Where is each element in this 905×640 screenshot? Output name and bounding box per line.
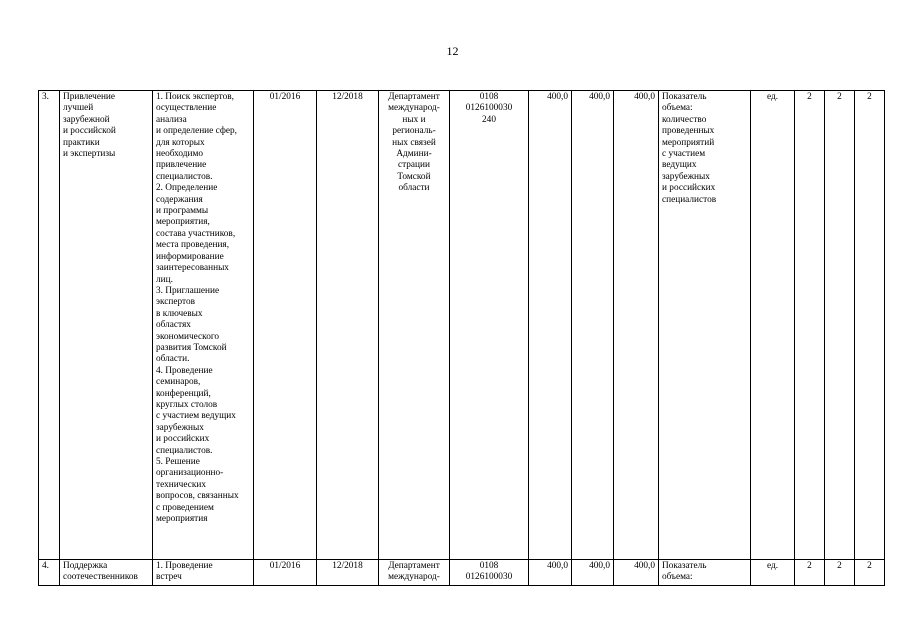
executor: Департамент международ- (379, 560, 450, 586)
page-number: 12 (446, 44, 459, 58)
budget-code: 0108 0126100030 240 (450, 91, 529, 560)
row-number: 4. (39, 560, 60, 586)
funding-value-3: 400,0 (614, 560, 659, 586)
funding-value-1: 400,0 (529, 91, 572, 560)
unit: ед. (751, 91, 795, 560)
measure-activities: 1. Поиск экспертов, осуществление анализа и определение сфер, для которых необходимо привлечение специалистов. 2. Определение содержания и программы мероприятия, состава участников, места проведения, информирование заинтересованных лиц. 3. Приглашение экспертов в ключевых областях экономического развития Томской области. 4. Проведение семинаров, конференций, круглых столов с участием ведущих зарубежных и российских специалистов. 5. Решение организационно- технических вопросов, связанных с проведением мероприятия (153, 91, 254, 560)
funding-value-2: 400,0 (572, 560, 614, 586)
row-number: 3. (39, 91, 60, 560)
funding-value-3: 400,0 (614, 91, 659, 560)
indicator: Показатель объема: количество проведенных мероприятий с участием ведущих зарубежных и российских специалистов (659, 91, 751, 560)
indicator: Показатель объема: (659, 560, 751, 586)
indicator-value-3: 2 (855, 560, 885, 586)
measure-name: Поддержка соотечественников (60, 560, 153, 586)
indicator-value-3: 2 (855, 91, 885, 560)
funding-value-2: 400,0 (572, 91, 614, 560)
unit: ед. (751, 560, 795, 586)
table-row (39, 91, 885, 560)
executor: Департамент международ- ных и региональ- ных связей Админи- страции Томской области (379, 91, 450, 560)
end-date: 12/2018 (317, 91, 379, 560)
measure-name: Привлечение лучшей зарубежной и российской практики и экспертизы (60, 91, 153, 560)
budget-code: 0108 0126100030 (450, 560, 529, 586)
indicator-value-2: 2 (825, 91, 855, 560)
end-date: 12/2018 (317, 560, 379, 586)
funding-value-1: 400,0 (529, 560, 572, 586)
measure-activities: 1. Проведение встреч (153, 560, 254, 586)
table-row (39, 560, 885, 586)
indicator-value-1: 2 (795, 560, 825, 586)
start-date: 01/2016 (254, 560, 317, 586)
indicator-value-1: 2 (795, 91, 825, 560)
measures-table (38, 90, 885, 586)
indicator-value-2: 2 (825, 560, 855, 586)
start-date: 01/2016 (254, 91, 317, 560)
